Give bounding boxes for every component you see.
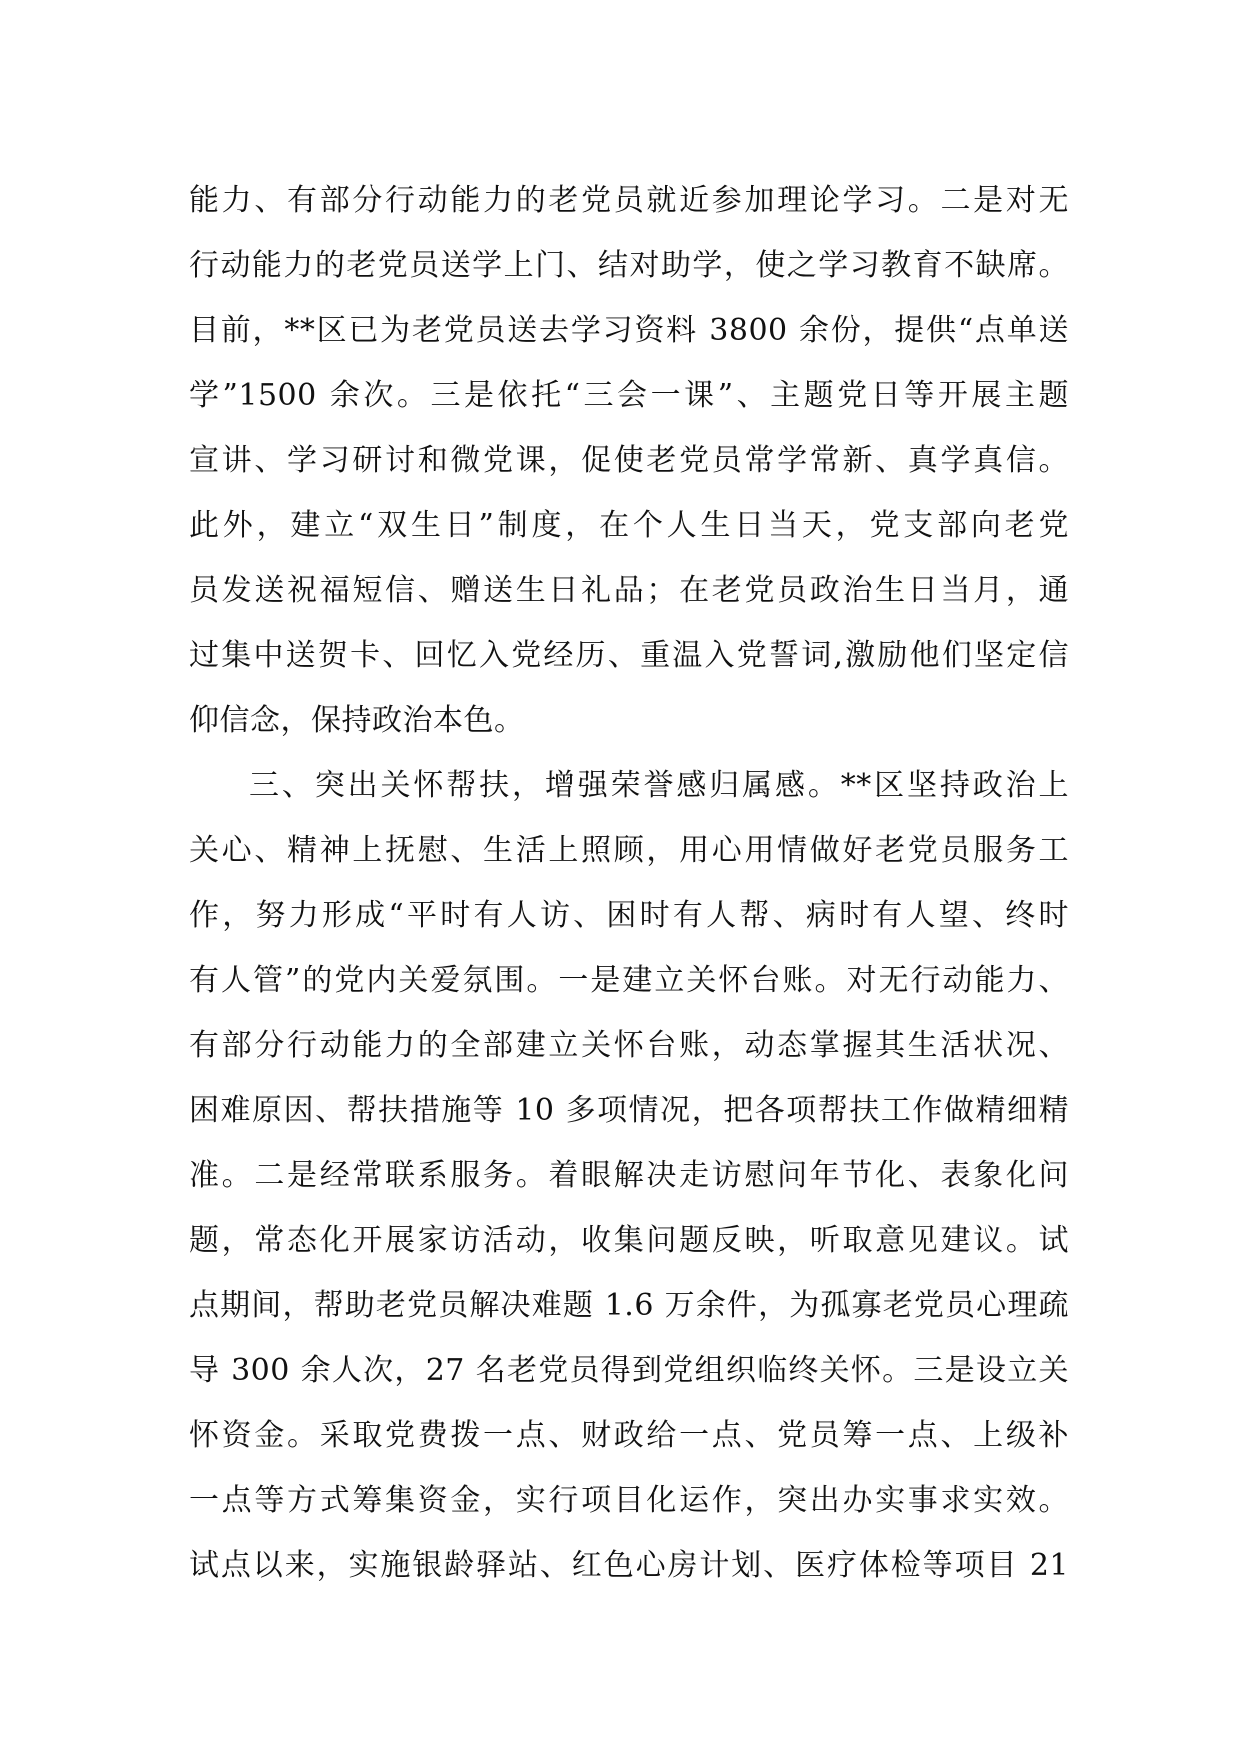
- text-line: 导 300 余人次，27 名老党员得到党组织临终关怀。三是设立关: [189, 1353, 1069, 1388]
- text-line: 此外，建立“双生日”制度，在个人生日当天，党支部向老党: [189, 508, 1069, 543]
- text-line: 目前，**区已为老党员送去学习资料 3800 余份，提供“点单送: [189, 313, 1069, 348]
- text-line: 宣讲、学习研讨和微党课，促使老党员常学常新、真学真信。: [189, 443, 1069, 478]
- text-line: 困难原因、帮扶措施等 10 多项情况，把各项帮扶工作做精细精: [189, 1093, 1069, 1128]
- text-line: 关心、精神上抚慰、生活上照顾，用心用情做好老党员服务工: [189, 833, 1069, 868]
- text-line: 学”1500 余次。三是依托“三会一课”、主题党日等开展主题: [189, 378, 1069, 413]
- text-line: 作，努力形成“平时有人访、困时有人帮、病时有人望、终时: [189, 898, 1069, 933]
- text-line: 准。二是经常联系服务。着眼解决走访慰问年节化、表象化问: [189, 1158, 1069, 1193]
- text-line: 题，常态化开展家访活动，收集问题反映，听取意见建议。试: [189, 1223, 1069, 1258]
- text-line: 有部分行动能力的全部建立关怀台账，动态掌握其生活状况、: [189, 1028, 1069, 1063]
- text-line: 一点等方式筹集资金，实行项目化运作，突出办实事求实效。: [189, 1483, 1069, 1518]
- text-line: 员发送祝福短信、赠送生日礼品；在老党员政治生日当月，通: [189, 573, 1069, 608]
- text-line: 有人管”的党内关爱氛围。一是建立关怀台账。对无行动能力、: [189, 963, 1069, 998]
- body-text: [189, 168, 1069, 1598]
- text-line: 怀资金。采取党费拨一点、财政给一点、党员筹一点、上级补: [189, 1418, 1069, 1453]
- text-line: 能力、有部分行动能力的老党员就近参加理论学习。二是对无: [189, 183, 1069, 218]
- text-line: 行动能力的老党员送学上门、结对助学，使之学习教育不缺席。: [189, 248, 1069, 283]
- text-line: 过集中送贺卡、回忆入党经历、重温入党誓词,激励他们坚定信: [189, 638, 1069, 673]
- text-line: 点期间，帮助老党员解决难题 1.6 万余件，为孤寡老党员心理疏: [189, 1288, 1069, 1323]
- paragraph-end-line: 仰信念，保持政治本色。: [189, 703, 525, 738]
- text-line: 试点以来，实施银龄驿站、红色心房计划、医疗体检等项目 21: [189, 1548, 1069, 1583]
- section-heading-line: 三、突出关怀帮扶，增强荣誉感归属感。**区坚持政治上: [249, 768, 1069, 803]
